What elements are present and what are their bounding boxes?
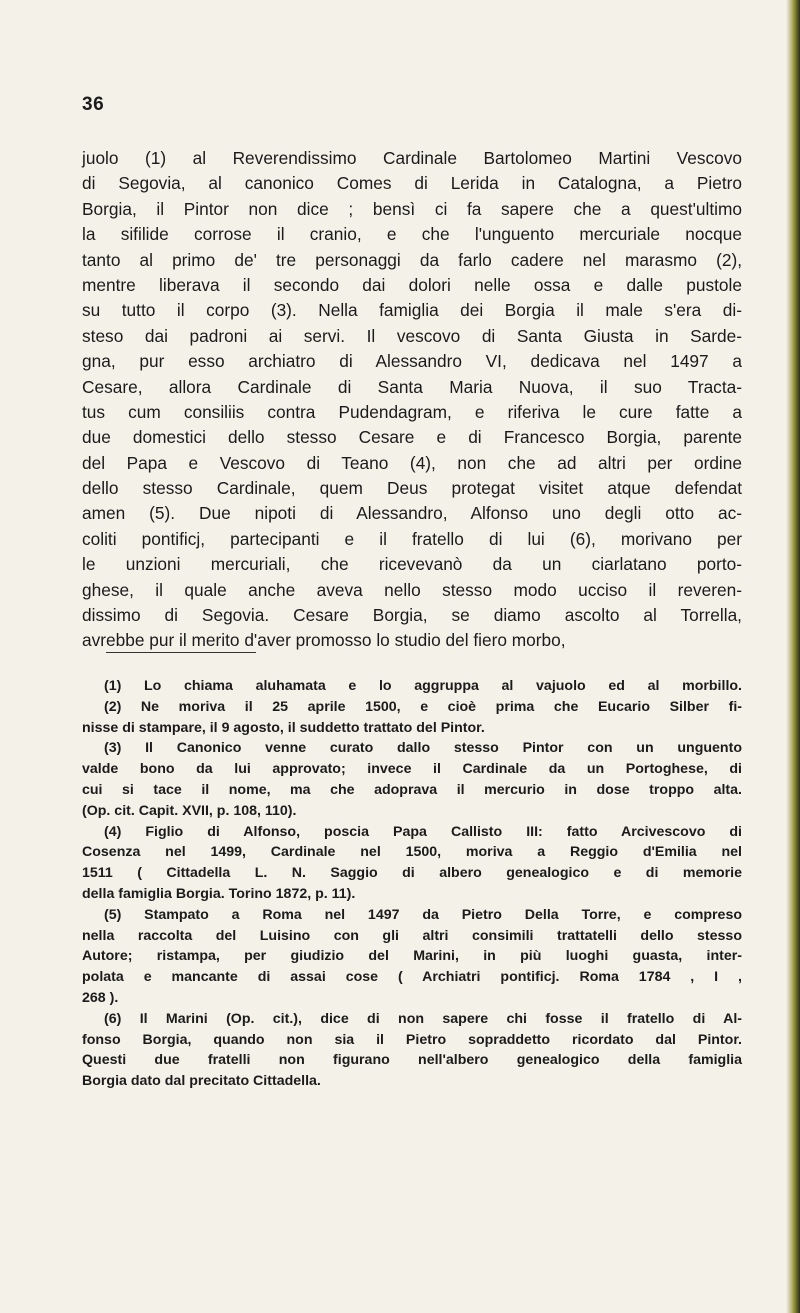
footnote-line: 1511 ( Cittadella L. N. Saggio di albero genealogico e di memorie (82, 865, 742, 882)
footnote-line: nisse di stampare, il 9 agosto, il suddetto trattato del Pintor. (82, 719, 485, 736)
text-line: gna, pur esso archiatro di Alessandro VI, dedicava nel 1497 a (82, 351, 742, 372)
text-line: del Papa e Vescovo di Teano (4), non che ad altri per ordine (82, 452, 742, 473)
footnotes (82, 676, 742, 1092)
text-line: steso dai padroni ai servi. Il vescovo di Santa Giusta in Sarde- (82, 325, 742, 346)
text-line: tanto al primo de' tre personaggi da farlo cadere nel marasmo (2), (82, 249, 742, 270)
text-line: dissimo di Segovia. Cesare Borgia, se diamo ascolto al Torrella, (82, 605, 742, 626)
footnote-line: (Op. cit. Capit. XVII, p. 108, 110). (82, 802, 297, 819)
footnote-line: della famiglia Borgia. Torino 1872, p. 11). (82, 885, 356, 902)
footnote-line: Cosenza nel 1499, Cardinale nel 1500, moriva a Reggio d'Emilia nel (82, 844, 742, 861)
text-line: avrebbe pur il merito d'aver promosso lo studio del fiero morbo, (82, 630, 566, 651)
footnote-line: valde bono da lui approvato; invece il Cardinale da un Portoghese, di (82, 761, 742, 778)
text-line: dello stesso Cardinale, quem Deus protegat visitet atque defendat (82, 478, 742, 499)
text-line: coliti pontificj, partecipanti e il fratello di lui (6), morivano per (82, 528, 742, 549)
footnote-line: Autore; ristampa, per giudizio del Marini, in più luoghi guasta, inter- (82, 948, 742, 965)
text-line: di Segovia, al canonico Comes di Lerida in Catalogna, a Pietro (82, 173, 742, 194)
footnote-line: Questi due fratelli non figurano nell'albero genealogico della famiglia (82, 1052, 742, 1069)
footnote-line: (3) Il Canonico venne curato dallo stesso Pintor con un unguento (104, 740, 742, 757)
footnote-line: (5) Stampato a Roma nel 1497 da Pietro Della Torre, e compreso (104, 906, 742, 923)
footnote-line: (6) Il Marini (Op. cit.), dice di non sapere chi fosse il fratello di Al- (104, 1010, 742, 1027)
footnote-line: nella raccolta del Luisino con gli altri consimili trattatelli dello stesso (82, 927, 742, 944)
footnote-line: fonso Borgia, quando non sia il Pietro sopraddetto ricordato dal Pintor. (82, 1031, 742, 1048)
text-line: amen (5). Due nipoti di Alessandro, Alfonso uno degli otto ac- (82, 503, 742, 524)
page-edge-shadow (786, 0, 800, 1313)
text-line: su tutto il corpo (3). Nella famiglia dei Borgia il male s'era di- (82, 300, 742, 321)
footnote-line: 268 ). (82, 989, 119, 1006)
page-number: 36 (82, 94, 105, 115)
text-line: due domestici dello stesso Cesare e di Francesco Borgia, parente (82, 427, 742, 448)
text-line: Cesare, allora Cardinale di Santa Maria Nuova, il suo Tracta- (82, 376, 742, 397)
footnote-line: (2) Ne moriva il 25 aprile 1500, e cioè prima che Eucario Silber fi- (104, 698, 742, 715)
text-line: ghese, il quale anche aveva nello stesso modo ucciso il reveren- (82, 579, 742, 600)
footnote-line: (1) Lo chiama aluhamata e lo aggruppa al vajuolo ed al morbillo. (104, 678, 742, 694)
text-line: juolo (1) al Reverendissimo Cardinale Bartolomeo Martini Vescovo (82, 148, 742, 168)
main-text (82, 146, 742, 654)
text-line: mentre liberava il secondo dai dolori nelle ossa e dalle pustole (82, 274, 742, 295)
text-line: tus cum consiliis contra Pudendagram, e riferiva le cure fatte a (82, 401, 742, 422)
footnote-separator (106, 652, 256, 653)
text-line: Borgia, il Pintor non dice ; bensì ci fa sapere che a quest'ultimo (82, 198, 742, 219)
footnote-line: Borgia dato dal precitato Cittadella. (82, 1073, 321, 1090)
text-line: la sifilide corrose il cranio, e che l'unguento mercuriale nocque (82, 224, 742, 245)
footnote-line: cui si tace il nome, ma che adoprava il mercurio in dose troppo alta. (82, 781, 742, 798)
footnote-line: polata e mancante di assai cose ( Archiatri pontificj. Roma 1784 , I , (82, 969, 742, 986)
text-line: le unzioni mercuriali, che ricevevanò da un ciarlatano porto- (82, 554, 742, 575)
footnote-line: (4) Figlio di Alfonso, poscia Papa Callisto III: fatto Arcivescovo di (104, 823, 742, 840)
